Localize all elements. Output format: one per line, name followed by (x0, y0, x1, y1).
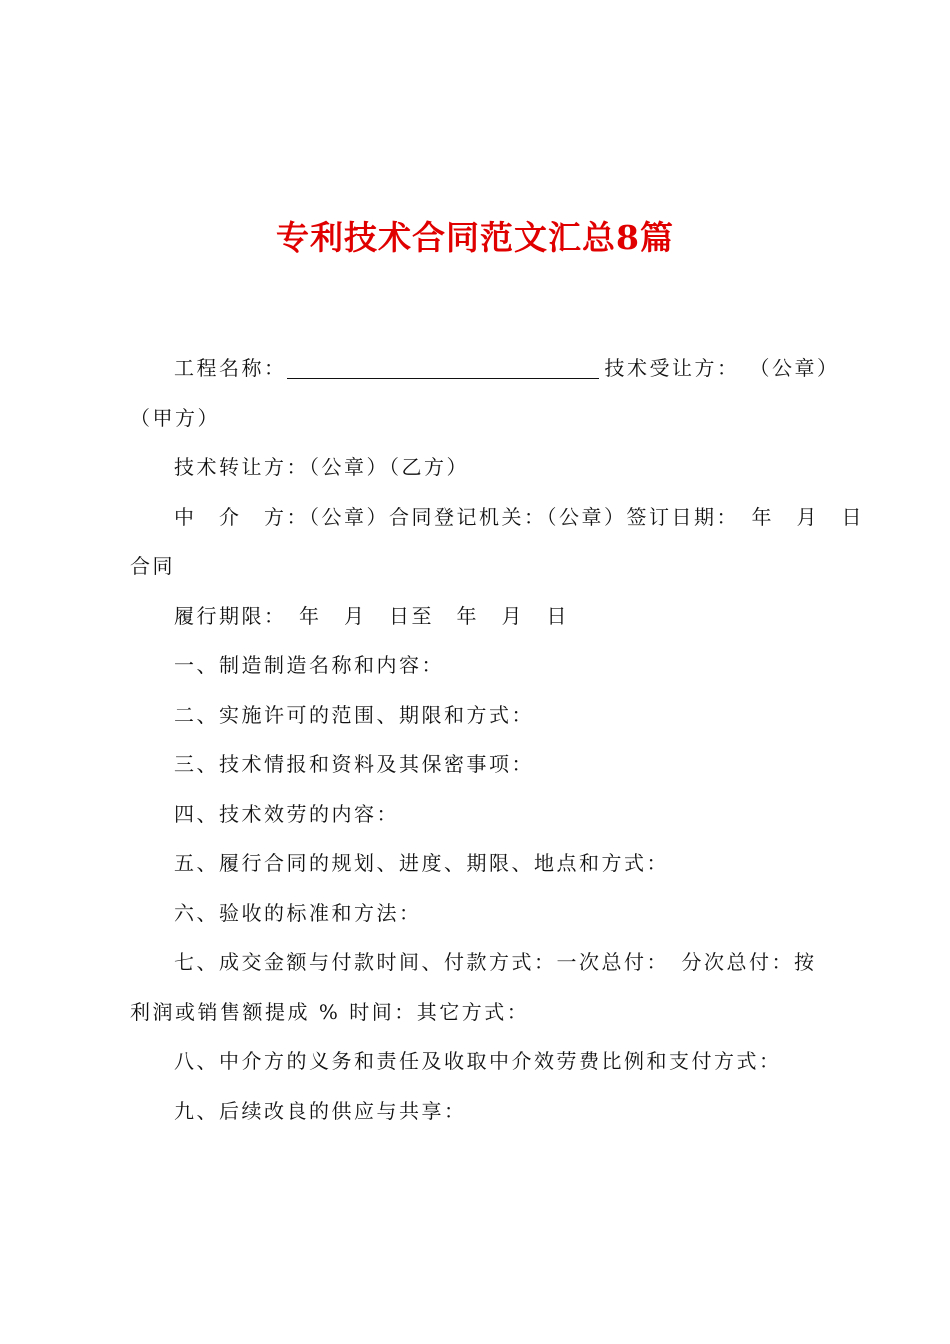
intermediary-line: 中 介 方：（公章）合同登记机关：（公章）签订日期： 年 月 日 (174, 504, 864, 529)
project-line (130, 344, 830, 443)
clause-item: 三、技术情报和资料及其保密事项： (174, 752, 534, 776)
clause-item: 六、验收的标准和方法： (174, 900, 422, 925)
clause-item: 二、实施许可的范围、期限和方式： (174, 702, 534, 727)
project-label: 工程名称： (174, 356, 287, 380)
clause-item: 八、中介方的义务和责任及收取中介效劳费比例和支付方式： (174, 1049, 782, 1073)
document-body (130, 344, 864, 1136)
transferee-label: 技术受让方： (604, 356, 740, 380)
clause-item: 五、履行合同的规划、进度、期限、地点和方式： (174, 851, 669, 875)
clause-item: 四、技术效劳的内容： (174, 801, 399, 826)
intermediary-line-cont: 合同 (130, 554, 175, 578)
clause-item: 一、制造制造名称和内容： (174, 653, 444, 677)
transferee-value: （公章）（甲方） (130, 356, 830, 430)
term-line: 履行期限： 年 月 日至 年 月 日 (174, 603, 569, 628)
transferor-line: 技术转让方：（公章）（乙方） (174, 455, 469, 479)
document-title: 专利技术合同范文汇总8篇 (276, 218, 674, 257)
clause-item: 七、成交金额与付款时间、付款方式：一次总付： 分次总付：按利润或销售额提成 % 时间：其它方式： (130, 950, 817, 1024)
clause-item: 九、后续改良的供应与共享： (174, 1098, 467, 1123)
project-name-blank (287, 356, 599, 379)
